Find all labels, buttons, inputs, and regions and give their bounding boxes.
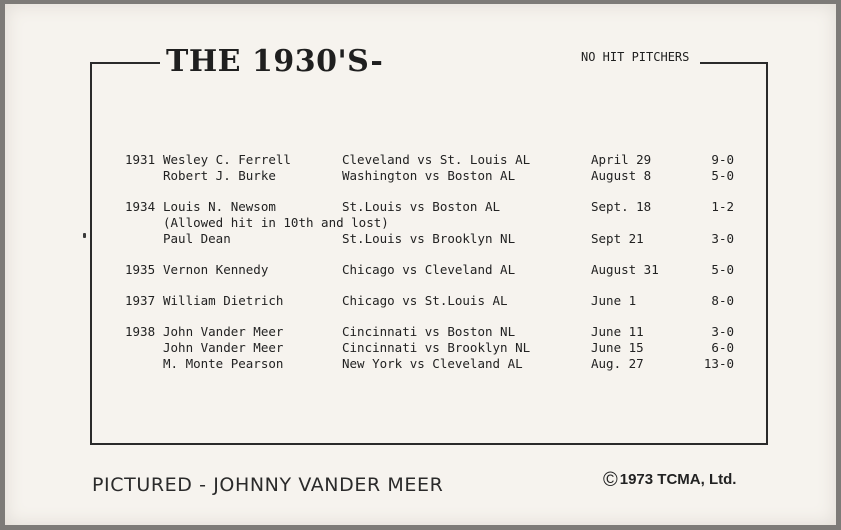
row-game: Cleveland vs St. Louis AL: [342, 152, 531, 167]
row-date: August 31: [591, 262, 659, 277]
row-date: April 29: [591, 152, 652, 167]
row-game: St.Louis vs Boston AL: [342, 199, 501, 214]
frame-top-left-rule: [92, 62, 160, 64]
pictured-caption: PICTURED - JOHNNY VANDER MEER: [92, 474, 444, 496]
row-pitcher: Paul Dean: [163, 231, 231, 246]
copyright-icon: ©: [603, 469, 618, 491]
row-pitcher: Vernon Kennedy: [163, 262, 269, 277]
row-pitcher: John Vander Meer: [163, 324, 284, 339]
row-score: 3-0: [711, 231, 734, 246]
row-game: Chicago vs St.Louis AL: [342, 293, 508, 308]
row-date: Aug. 27: [591, 356, 644, 371]
table-row: [0, 293, 841, 309]
copyright-notice: [603, 469, 736, 492]
table-row: [0, 262, 841, 278]
row-year: 1935: [125, 262, 156, 277]
row-year: 1931: [125, 152, 156, 167]
table-row: [0, 340, 841, 356]
row-score: 3-0: [711, 324, 734, 339]
copyright-text: 1973 TCMA, Ltd.: [619, 471, 737, 488]
frame-top-right-rule: [700, 62, 766, 64]
row-date: August 8: [591, 168, 652, 183]
row-note: (Allowed hit in 10th and lost): [163, 215, 389, 230]
row-pitcher: Robert J. Burke: [163, 168, 276, 183]
row-pitcher: William Dietrich: [163, 293, 284, 308]
row-score: 5-0: [711, 262, 734, 277]
table-row: [0, 168, 841, 184]
row-date: June 1: [591, 293, 637, 308]
row-date: June 15: [591, 340, 644, 355]
row-year: 1937: [125, 293, 156, 308]
row-game: Cincinnati vs Brooklyn NL: [342, 340, 531, 355]
table-row: [0, 199, 841, 215]
row-score: 9-0: [711, 152, 734, 167]
row-pitcher: Wesley C. Ferrell: [163, 152, 291, 167]
table-row: [0, 152, 841, 168]
row-game: Cincinnati vs Boston NL: [342, 324, 516, 339]
page-subtitle: NO HIT PITCHERS: [581, 50, 690, 64]
table-row: [0, 231, 841, 247]
row-date: June 11: [591, 324, 644, 339]
row-score: 6-0: [711, 340, 734, 355]
row-year: 1934: [125, 199, 156, 214]
row-score: 8-0: [711, 293, 734, 308]
table-row: [0, 324, 841, 340]
row-game: Washington vs Boston AL: [342, 168, 516, 183]
row-game: Chicago vs Cleveland AL: [342, 262, 516, 277]
row-year: 1938: [125, 324, 156, 339]
table-row: [0, 356, 841, 372]
table-frame: [90, 62, 768, 445]
row-game: St.Louis vs Brooklyn NL: [342, 231, 516, 246]
row-pitcher: John Vander Meer: [163, 340, 284, 355]
table-row-note: [0, 215, 841, 231]
row-game: New York vs Cleveland AL: [342, 356, 523, 371]
row-pitcher: Louis N. Newsom: [163, 199, 276, 214]
page-title: THE 1930'S-: [166, 44, 384, 79]
row-date: Sept. 18: [591, 199, 652, 214]
row-pitcher: M. Monte Pearson: [163, 356, 284, 371]
row-score: 13-0: [703, 356, 734, 371]
row-date: Sept 21: [591, 231, 644, 246]
row-score: 5-0: [711, 168, 734, 183]
row-score: 1-2: [711, 199, 734, 214]
